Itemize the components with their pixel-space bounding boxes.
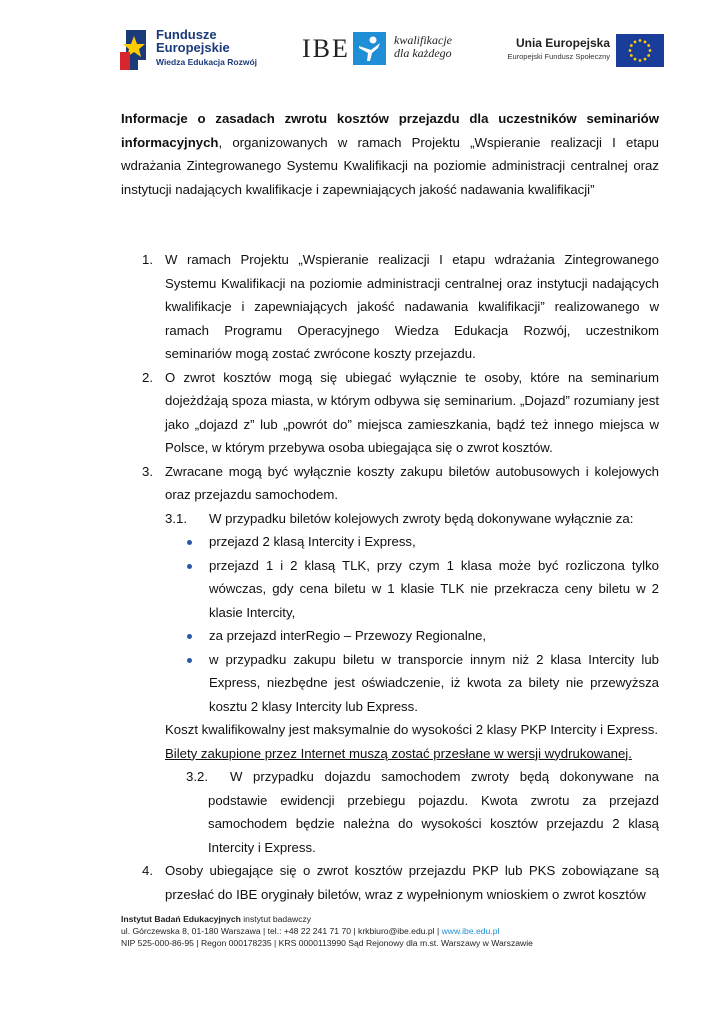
eu-star-icon [644, 58, 647, 61]
eu-star-icon [639, 39, 642, 42]
train-bullets [165, 530, 659, 718]
ibe-tag-line2: dla każdego [394, 46, 452, 60]
list-item [121, 460, 659, 860]
footer-address: ul. Górczewska 8, 01-180 Warszawa | tel.: +48 22 241 71 70 | krkbiuro@ibe.edu.pl | [121, 926, 442, 936]
sub-item-3-1 [165, 507, 659, 531]
page-footer [121, 913, 681, 949]
item-number: 1. [142, 252, 153, 267]
eu-star-icon [630, 44, 633, 47]
sub-item-number: 3.2. [186, 769, 208, 784]
bullet-text: w przypadku zakupu biletu w transporcie innym niż 2 klasa Intercity lub Express, niezbędne jest oświadczenie, iż kwota za bilety nie przewyższa kosztu 2 klasy Intercity lub Express. [209, 651, 659, 714]
item-number: 3. [142, 463, 153, 479]
eu-star-icon [649, 49, 652, 52]
eu-star-icon [647, 54, 650, 57]
bullet-dot-icon [187, 658, 192, 663]
eu-star-icon [647, 44, 650, 47]
bullet-dot-icon [187, 634, 192, 639]
footer-website-link[interactable]: www.ibe.edu.pl [441, 926, 500, 936]
item-text: Osoby ubiegające się o zwrot kosztów przejazdu PKP lub PKS zobowiązane są przesłać do IBE oryginały biletów, wraz z wypełnionym wnioskiem o zwrot kosztów [165, 863, 659, 902]
ibe-figure-icon [353, 32, 386, 65]
ibe-letters: IBE [302, 34, 350, 63]
eu-star-icon [634, 58, 637, 61]
internet-note: Bilety zakupione przez Internet muszą zostać przesłane w wersji wydrukowanej. [165, 745, 632, 761]
item-number: 4. [142, 863, 153, 878]
footer-org-type: instytut badawczy [240, 914, 312, 924]
item-number: 2. [142, 369, 153, 385]
bullet-text: za przejazd interRegio – Przewozy Regionalne, [209, 628, 487, 643]
document-body [121, 107, 659, 906]
ibe-logo [302, 30, 462, 70]
fundusze-europejskie-logo [120, 26, 270, 76]
sub-item-number: 3.1. [165, 510, 187, 526]
bullet-item [165, 624, 659, 648]
ue-subtitle: Europejski Fundusz Społeczny [507, 52, 610, 61]
bullet-item [165, 648, 659, 719]
bullet-item [165, 530, 659, 554]
footer-registry: NIP 525-000-86-95 | Regon 000178235 | KRS 0000113990 Sąd Rejonowy dla m.st. Warszawy w Warszawie [121, 938, 533, 948]
bullet-dot-icon [187, 564, 192, 569]
cost-note: Koszt kwalifikowalny jest maksymalnie do wysokości 2 klasy PKP Intercity i Express. [165, 722, 658, 737]
fe-line2: Europejskie [156, 40, 230, 55]
rules-list [121, 248, 659, 906]
item-text: O zwrot kosztów mogą się ubiegać wyłącznie te osoby, które na seminarium dojeżdżają spoza miasta, w którym odbywa się seminarium. „Dojazd” rozumiany jest jako „dojazd z” lub „powrót do” miejsca zamieszkania, bądź też innego miejsca w Polsce, w którym przebywa osoba ubiegająca się o zwrot kosztów. [165, 369, 659, 455]
intro-rest: , organizowanych w ramach Projektu „Wspieranie realizacji I etapu wdrażania Zintegrowanego Systemu Kwalifikacji na poziomie administracji centralnej oraz instytucji nadających kwalifikacje i zapewniających jakość nadawania kwalifikacji” [121, 134, 659, 197]
eu-star-icon [639, 59, 642, 62]
eu-star-icon [630, 54, 633, 57]
ibe-tag-line1: kwalifikacje [394, 33, 452, 47]
unia-europejska-logo [500, 32, 670, 68]
eu-flag-icon [616, 34, 664, 67]
bullet-item [165, 554, 659, 625]
sub-item-3-2 [165, 765, 659, 859]
footer-org: Instytut Badań Edukacyjnych [121, 914, 241, 924]
item-text: Zwracane mogą być wyłącznie koszty zakupu biletów autobusowych i kolejowych oraz przejazdu samochodem. [165, 463, 659, 502]
ue-title: Unia Europejska [515, 36, 610, 50]
bullet-dot-icon [187, 540, 192, 545]
fe-star-mark-icon [120, 26, 150, 74]
list-item [121, 248, 659, 366]
fe-line1: Fundusze [156, 27, 217, 42]
intro-paragraph [121, 107, 659, 201]
item-text: W ramach Projektu „Wspieranie realizacji I etapu wdrażania Zintegrowanego Systemu Kwalifikacji na poziomie administracji centralnej oraz instytucji nadających kwalifikacje i zapewniających jakość nadawania kwalifikacji” realizowanego w ramach Programu Operacyjnego Wiedza Edukacja Rozwój, uczestnikom seminariów mogą zostać zwrócone koszty przejazdu. [165, 252, 659, 361]
bullet-text: przejazd 1 i 2 klasą TLK, przy czym 1 klasa może być rozliczona tylko wówczas, gdy cena biletu w 1 klasie TLK nie przekracza ceny biletu w 2 klasie Intercity, [209, 557, 659, 620]
eu-star-icon [644, 40, 647, 43]
sub-item-text: W przypadku biletów kolejowych zwroty będą dokonywane wyłącznie za: [209, 510, 634, 526]
fe-line3: Wiedza Edukacja Rozwój [156, 57, 257, 67]
bullet-text: przejazd 2 klasą Intercity i Express, [209, 534, 416, 549]
page-header [0, 0, 725, 90]
list-item [121, 366, 659, 460]
list-item [121, 859, 659, 906]
eu-star-icon [634, 40, 637, 43]
eu-star-icon [629, 49, 632, 52]
intro-bold: Informacje o zasadach zwrotu kosztów przejazdu dla uczestników seminariów informacyjnych [121, 111, 659, 150]
sub-item-text: W przypadku dojazdu samochodem zwroty będą dokonywane na podstawie ewidencji przebiegu pojazdu. Kwota zwrotu za przejazd samochodem będzie należna do wysokości kosztów przejazdu 2 klasą Intercity i Express. [208, 769, 659, 855]
